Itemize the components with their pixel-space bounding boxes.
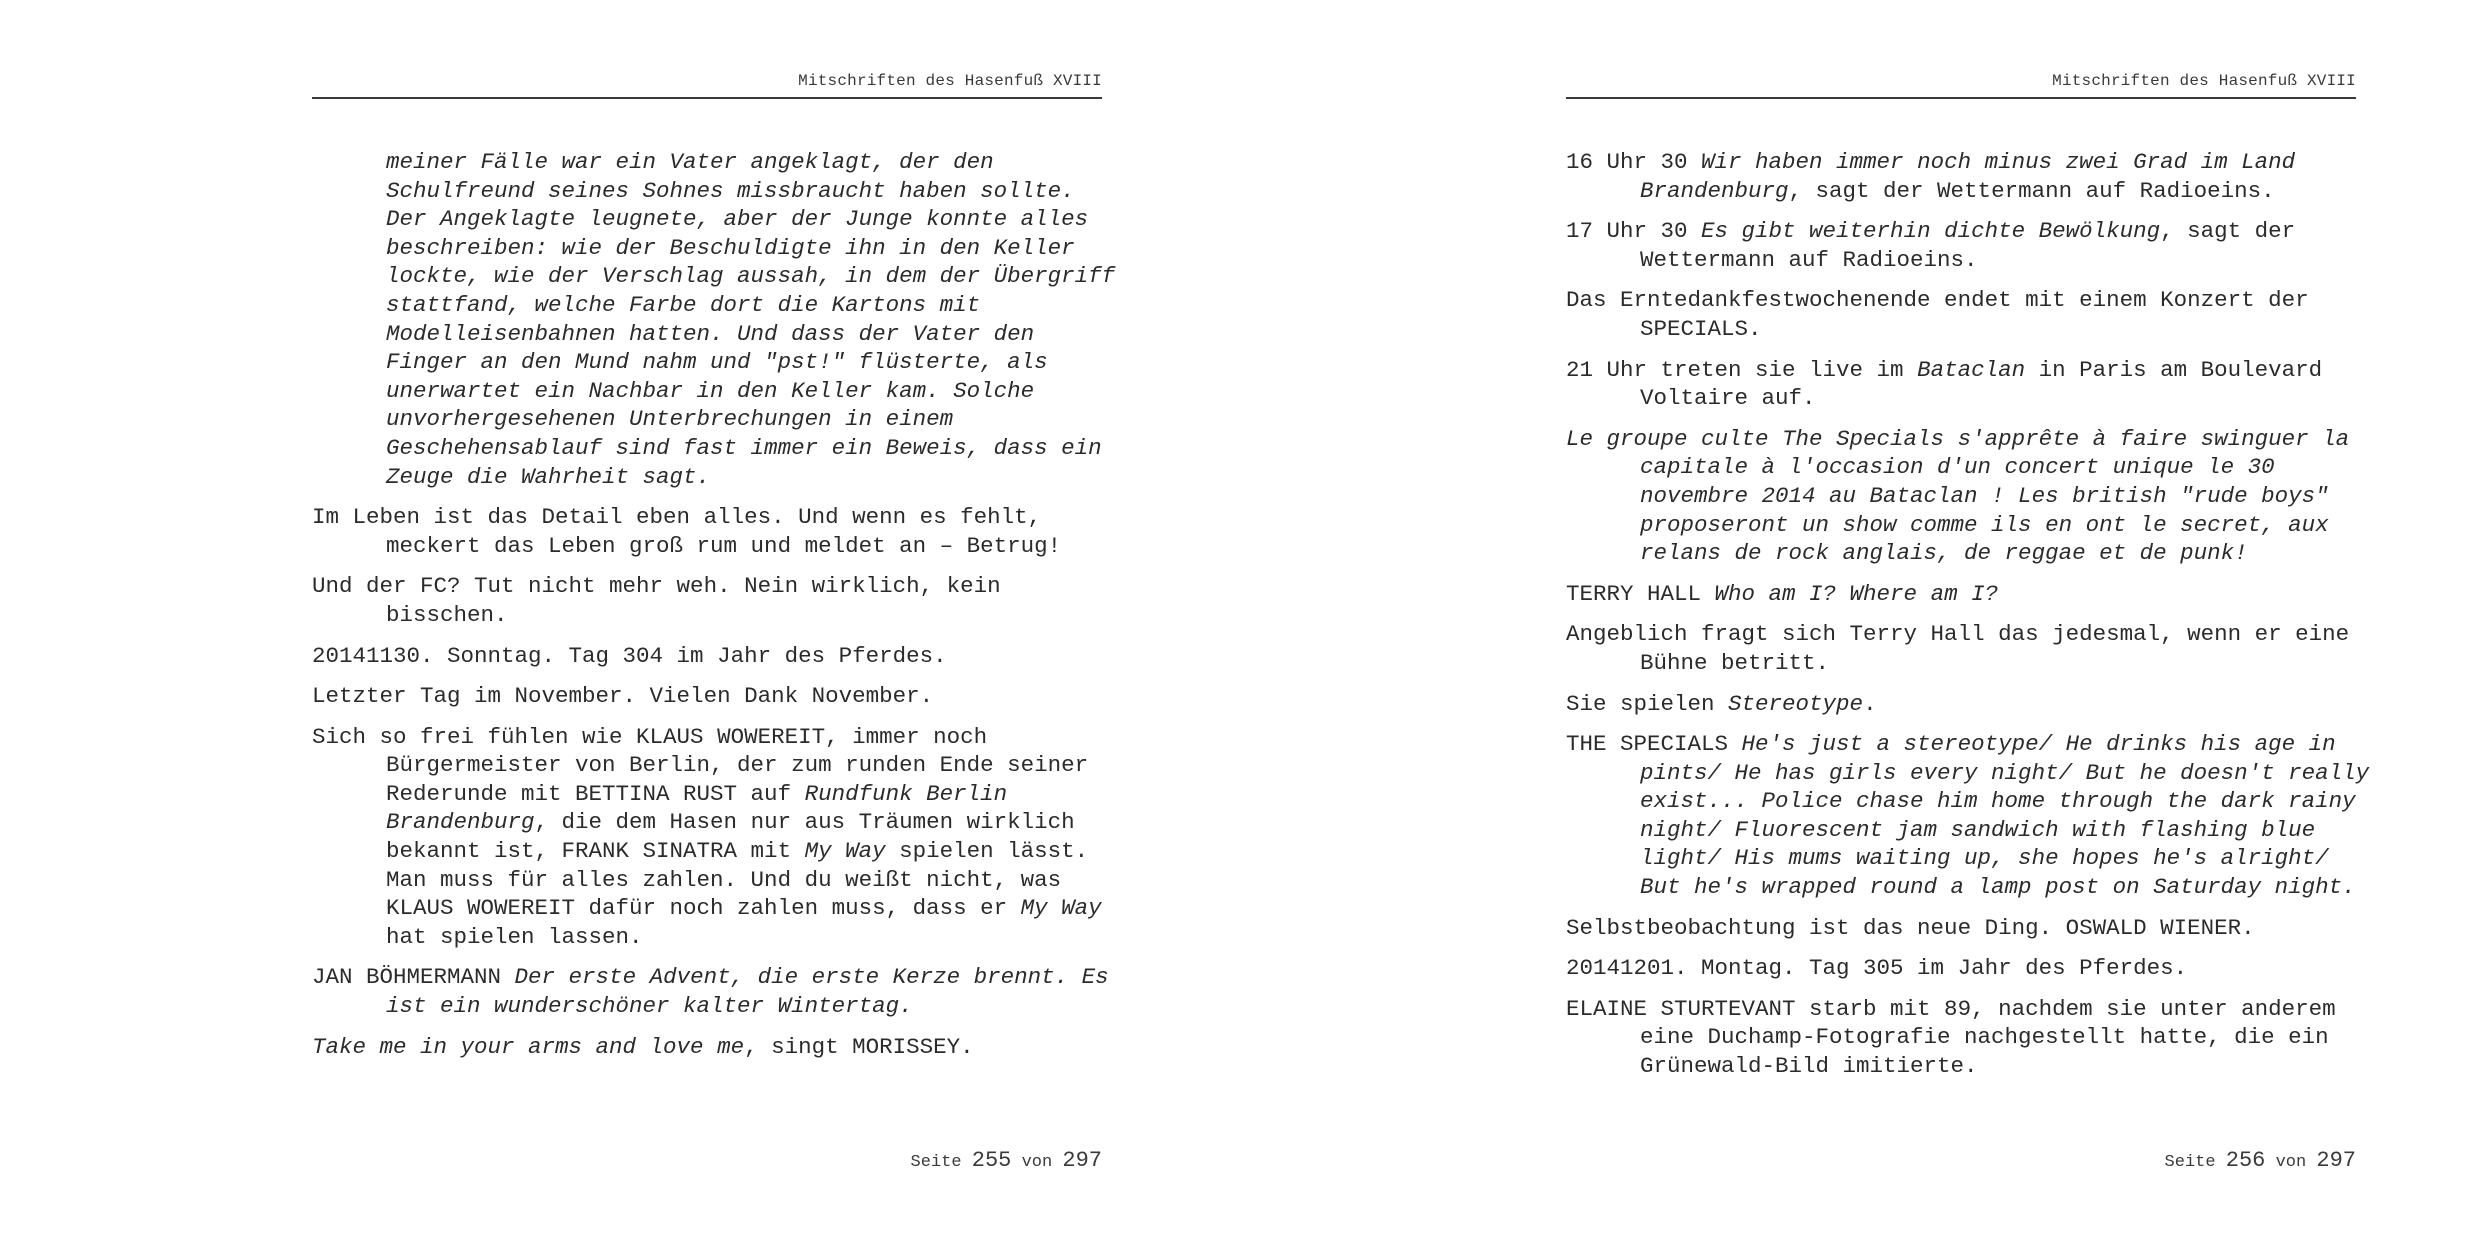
paragraph	[1566, 730, 2370, 902]
text-line	[386, 532, 1102, 561]
text-line	[1640, 649, 2356, 678]
italic-run: lockte, wie der Verschlag aussah, in dem der Übergriff	[386, 263, 1116, 290]
italic-run: My Way	[1020, 895, 1102, 922]
text-line	[312, 1033, 1102, 1062]
italic-run: unerwartet ein Nachbar in den Keller kam. Solche	[386, 377, 1035, 404]
running-header: Mitschriften des Hasenfuß XVIII	[2052, 72, 2356, 90]
text-run: Im Leben ist das Detail eben alles. Und wenn es fehlt,	[312, 504, 1042, 531]
text-run: eine Duchamp-Fotografie nachgestellt hatte, die ein	[1640, 1024, 2329, 1051]
text-line	[386, 894, 1102, 923]
text-line	[1566, 425, 2356, 454]
page-body	[1566, 148, 2370, 1093]
text-line	[1566, 217, 2356, 246]
italic-run: Bataclan	[1917, 356, 2026, 383]
text-run: bisschen.	[386, 601, 508, 628]
text-line	[1640, 482, 2356, 511]
paragraph	[1566, 620, 2356, 677]
text-line	[386, 148, 1102, 177]
text-line	[312, 642, 1102, 671]
text-run: Sie spielen	[1566, 690, 1729, 717]
text-line	[1640, 873, 2356, 902]
text-line	[386, 992, 1102, 1021]
text-run: Man muss für alles zahlen. Und du weißt nicht, was	[386, 866, 1062, 893]
header-rule	[1566, 97, 2356, 99]
italic-run: Es gibt weiterhin dichte Bewölkung	[1701, 218, 2161, 245]
text-line	[386, 405, 1102, 434]
text-line	[386, 377, 1102, 406]
page-number: 256	[2225, 1148, 2266, 1173]
italic-run: He's just a stereotype/ He drinks his age in	[1741, 731, 2336, 758]
running-header: Mitschriften des Hasenfuß XVIII	[798, 72, 1102, 90]
text-run: THE SPECIALS	[1566, 731, 1742, 758]
italic-run: Le groupe culte The Specials s'apprête à faire swinguer la	[1566, 425, 2350, 452]
page-total: 297	[2316, 1148, 2356, 1173]
text-line	[312, 963, 1109, 992]
text-line	[386, 601, 1102, 630]
right-page	[1566, 0, 2370, 1240]
italic-run: beschreiben: wie der Beschuldigte ihn in den Keller	[386, 234, 1075, 261]
page-body	[312, 148, 1116, 1073]
text-run: Bürgermeister von Berlin, der zum runden Ende seiner	[386, 752, 1089, 779]
italic-run: Who am I? Where am I?	[1714, 580, 1999, 607]
italic-run: Geschehensablauf sind fast immer ein Beweis, dass ein	[386, 434, 1102, 461]
text-run: Wettermann auf Radioeins.	[1640, 246, 1978, 273]
italic-run: Rundfunk Berlin	[804, 780, 1008, 807]
text-run: .	[1863, 690, 1877, 717]
paragraph	[1566, 425, 2356, 568]
italic-run: pints/ He has girls every night/ But he doesn't really	[1640, 759, 2370, 786]
text-line	[1640, 1052, 2356, 1081]
text-run: Das Erntedankfestwochenende endet mit einem Konzert der	[1566, 287, 2309, 314]
text-line	[386, 866, 1102, 895]
text-run: 17 Uhr 30	[1566, 218, 1702, 245]
text-run: Selbstbeobachtung ist das neue Ding. OSWALD WIENER.	[1566, 914, 2255, 941]
text-line	[312, 682, 1102, 711]
italic-run: But he's wrapped round a lamp post on Saturday night.	[1640, 874, 2356, 901]
paragraph	[1566, 580, 2356, 609]
text-run: Bühne betritt.	[1640, 649, 1830, 676]
italic-run: relans de rock anglais, de reggae et de punk!	[1640, 540, 2248, 567]
text-line	[386, 751, 1102, 780]
text-run: 21 Uhr treten sie live im	[1566, 356, 1918, 383]
italic-run: novembre 2014 au Bataclan ! Les british "rude boys"	[1640, 482, 2329, 509]
text-line	[386, 348, 1102, 377]
italic-run: night/ Fluorescent jam sandwich with flashing blue	[1640, 816, 2316, 843]
text-line	[386, 780, 1102, 809]
text-run: 20141130. Sonntag. Tag 304 im Jahr des Pferdes.	[312, 642, 947, 669]
text-run: spielen lässt.	[885, 838, 1089, 865]
text-line	[1566, 730, 2356, 759]
text-line	[386, 434, 1102, 463]
paragraph	[1566, 148, 2356, 205]
text-line	[386, 262, 1116, 291]
text-line	[1566, 620, 2356, 649]
text-run: bekannt ist, FRANK SINATRA mit	[386, 838, 805, 865]
italic-run: capitale à l'occasion d'un concert unique le 30	[1640, 454, 2275, 481]
text-line	[1640, 246, 2356, 275]
italic-run: Finger an den Mund nahm und "pst!" flüsterte, als	[386, 349, 1048, 376]
paragraph	[1566, 995, 2356, 1081]
paragraph	[1566, 914, 2356, 943]
text-run: SPECIALS.	[1640, 315, 1762, 342]
text-run: Sich so frei fühlen wie KLAUS WOWEREIT, immer noch	[312, 723, 988, 750]
italic-run: ist ein wunderschöner kalter Wintertag.	[386, 993, 913, 1020]
text-run: Rederunde mit BETTINA RUST auf	[386, 780, 805, 807]
text-line	[1566, 148, 2356, 177]
text-run: in Paris am Boulevard	[2025, 356, 2323, 383]
text-run: meckert das Leben groß rum und meldet an – Betrug!	[386, 532, 1062, 559]
text-line	[386, 463, 1102, 492]
text-line	[386, 177, 1102, 206]
italic-run: unvorhergesehenen Unterbrechungen in einem	[386, 406, 954, 433]
text-run: Voltaire auf.	[1640, 385, 1816, 412]
text-run: Und der FC? Tut nicht mehr weh. Nein wirklich, kein	[312, 573, 1001, 600]
text-line	[1566, 690, 2356, 719]
page-footer	[312, 1148, 1102, 1173]
text-run: ELAINE STURTEVANT starb mit 89, nachdem sie unter anderem	[1566, 995, 2336, 1022]
italic-run: Der erste Advent, die erste Kerze brennt. Es	[514, 964, 1109, 991]
text-line	[312, 723, 1102, 752]
italic-run: Zeuge die Wahrheit sagt.	[386, 463, 711, 490]
text-run: , sagt der Wettermann auf Radioeins.	[1788, 177, 2275, 204]
footer-seite-label: Seite	[2164, 1153, 2216, 1172]
text-line	[1566, 580, 2356, 609]
text-line	[1640, 787, 2356, 816]
blockquote-paragraph	[312, 148, 1116, 491]
text-run: , die dem Hasen nur aus Träumen wirklich	[534, 809, 1075, 836]
footer-seite-label: Seite	[910, 1153, 962, 1172]
text-line	[1640, 315, 2356, 344]
text-line	[312, 572, 1102, 601]
text-run: JAN BÖHMERMANN	[312, 964, 515, 991]
text-line	[1566, 286, 2356, 315]
text-line	[1640, 844, 2356, 873]
page-number: 255	[971, 1148, 1012, 1173]
italic-run: meiner Fälle war ein Vater angeklagt, der den	[386, 149, 994, 175]
text-line	[1566, 914, 2356, 943]
text-line	[1566, 995, 2356, 1024]
italic-run: Take me in your arms and love me	[312, 1033, 745, 1060]
text-line	[1640, 1023, 2356, 1052]
text-line	[1640, 511, 2356, 540]
italic-run: Wir haben immer noch minus zwei Grad im Land	[1701, 149, 2296, 175]
text-line	[1640, 177, 2356, 206]
text-run: hat spielen lassen.	[386, 923, 643, 950]
text-line	[386, 923, 1102, 952]
text-run: Grünewald-Bild imitierte.	[1640, 1053, 1978, 1080]
italic-run: Modelleisenbahnen hatten. Und dass der Vater den	[386, 320, 1035, 347]
text-run: 16 Uhr 30	[1566, 149, 1702, 175]
paragraph	[312, 682, 1102, 711]
text-run: TERRY HALL	[1566, 580, 1715, 607]
text-line	[1640, 759, 2370, 788]
italic-run: stattfand, welche Farbe dort die Kartons mit	[386, 291, 981, 318]
italic-run: exist... Police chase him home through the dark rainy	[1640, 788, 2356, 815]
footer-von-label: von	[2275, 1153, 2307, 1172]
text-run: KLAUS WOWEREIT dafür noch zahlen muss, dass er	[386, 895, 1021, 922]
text-line	[386, 320, 1102, 349]
paragraph	[1566, 356, 2356, 413]
italic-run: Brandenburg	[1640, 177, 1789, 204]
italic-run: Brandenburg	[386, 809, 535, 836]
text-line	[386, 291, 1102, 320]
italic-run: Schulfreund seines Sohnes missbraucht haben sollte.	[386, 177, 1075, 204]
text-line	[1566, 954, 2356, 983]
left-page	[312, 0, 1116, 1240]
text-line	[1566, 356, 2356, 385]
italic-run: My Way	[804, 838, 886, 865]
paragraph	[312, 572, 1102, 629]
text-line	[312, 503, 1102, 532]
footer-von-label: von	[1021, 1153, 1053, 1172]
text-line	[386, 837, 1102, 866]
italic-run: Stereotype	[1728, 690, 1864, 717]
paragraph	[312, 1033, 1102, 1062]
paragraph	[1566, 954, 2356, 983]
paragraph	[312, 642, 1102, 671]
text-run: , sagt der	[2160, 218, 2296, 245]
page-total: 297	[1062, 1148, 1102, 1173]
text-line	[1640, 816, 2356, 845]
page-footer	[1566, 1148, 2356, 1173]
italic-run: proposeront un show comme ils en ont le secret, aux	[1640, 511, 2329, 538]
paragraph	[1566, 217, 2356, 274]
paragraph	[312, 503, 1102, 560]
text-run: Angeblich fragt sich Terry Hall das jedesmal, wenn er eine	[1566, 621, 2350, 648]
text-line	[386, 808, 1102, 837]
text-run: Letzter Tag im November. Vielen Dank November.	[312, 683, 934, 710]
text-line	[1640, 453, 2356, 482]
text-line	[1640, 539, 2356, 568]
text-run: , singt MORISSEY.	[744, 1033, 974, 1060]
text-run: 20141201. Montag. Tag 305 im Jahr des Pferdes.	[1566, 955, 2188, 982]
text-line	[386, 205, 1102, 234]
header-rule	[312, 97, 1102, 99]
paragraph	[1566, 286, 2356, 343]
paragraph	[312, 963, 1109, 1020]
italic-run: light/ His mums waiting up, she hopes he's alright/	[1640, 845, 2329, 872]
text-line	[386, 234, 1102, 263]
text-line	[1640, 384, 2356, 413]
italic-run: Der Angeklagte leugnete, aber der Junge konnte alles	[386, 206, 1089, 233]
paragraph	[312, 723, 1102, 952]
paragraph	[1566, 690, 2356, 719]
